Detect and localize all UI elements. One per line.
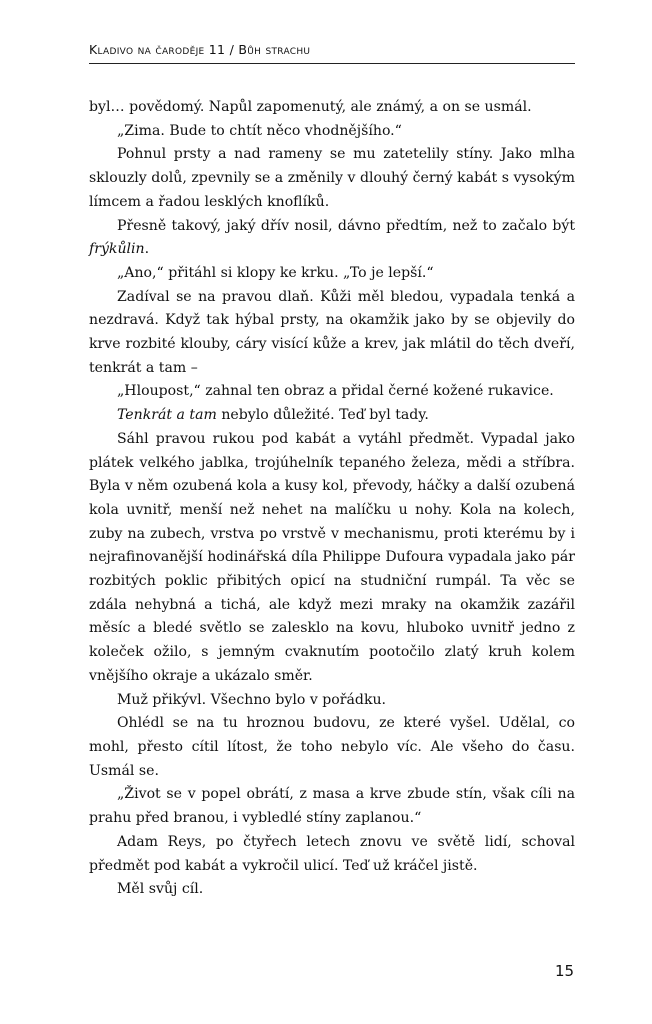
paragraph-text: . [144, 241, 150, 258]
paragraph: „Zima. Bude to chtít něco vhodnějšího.“ [117, 122, 402, 139]
page-number: 15 [555, 962, 575, 980]
paragraph: Adam Reys, po čtyřech letech znovu ve světě lidí, schoval předmět pod kabát a vykročil ulicí. Teď už kráčel jistě. [89, 833, 575, 874]
header-rule [89, 63, 575, 64]
paragraph: byl… povědomý. Napůl zapomenutý, ale známý, a on se usmál. [89, 99, 532, 115]
paragraph: Ohlédl se na tu hroznou budovu, ze které vyšel. Udělal, co mohl, přesto cítil lítost, že toho nebylo víc. Ale všeho do času. Usmál se. [89, 715, 575, 779]
paragraph-text: Přesně takový, jaký dřív nosil, dávno předtím, než to začalo být [117, 217, 575, 234]
paragraph [89, 404, 575, 428]
paragraph: „Ano,“ přitáhl si klopy ke krku. „To je lepší.“ [117, 264, 434, 281]
paragraph-text: nebylo důležité. Teď byl tady. [216, 407, 429, 424]
paragraph: Muž přikývl. Všechno bylo v pořádku. [117, 691, 387, 708]
italic-phrase: Tenkrát a tam [117, 407, 217, 424]
running-head [89, 42, 310, 57]
paragraph: „Hloupost,“ zahnal ten obraz a přidal černé kožené rukavice. [117, 383, 554, 400]
paragraph: Měl svůj cíl. [117, 881, 204, 898]
paragraph [89, 215, 575, 262]
body-text [89, 96, 575, 902]
paragraph: Sáhl pravou rukou pod kabát a vytáhl předmět. Vypadal jako plátek velkého jablka, trojúhelník tepaného železa, mědi a stříbra. Byla v něm ozubená kola a kusy kol, převody, háčky a další ozubená kola uvnitř, menší než nehet na malíčku u nohy. Kola na kolech, zuby na zubech, vrstva po vrstvě v mechanismu, proti kterému by i nejrafinovanější hodinářská díla Philippe Dufoura vypadala jako pár rozbitých poklic přibitých opicí na studniční rumpál. Ta věc se zdála nehybná a tichá, ale když mezi mraky na okamžik zazářil měsíc a bledé světlo se zalesklo na kovu, hluboko uvnitř jedno z koleček ožilo, s jemným cvaknutím pootočilo zlatý kruh kolem vnějšího okraje a ukázalo směr. [89, 430, 575, 684]
italic-term: frýkůlin [89, 241, 145, 258]
paragraph: Pohnul prsty a nad rameny se mu zatetelily stíny. Jako mlha sklouzly dolů, zpevnily se a změnily v dlouhý černý kabát s vysokým límcem a řadou lesklých knoflíků. [89, 146, 575, 210]
paragraph: „Život se v popel obrátí, z masa a krve zbude stín, však cíli na prahu před branou, i vybledlé stíny zaplanou.“ [89, 786, 575, 827]
paragraph: Zadíval se na pravou dlaň. Kůži měl bledou, vypadala tenká a nezdravá. Když tak hýbal prsty, na okamžik jako by se objevily do krve rozbité klouby, cáry visící kůže a krev, jak mlátil do těch dveří, tenkrát a tam – [89, 288, 575, 376]
running-head-title: Kladivo na čaroděje 11 / Bůh strachu [89, 42, 311, 57]
